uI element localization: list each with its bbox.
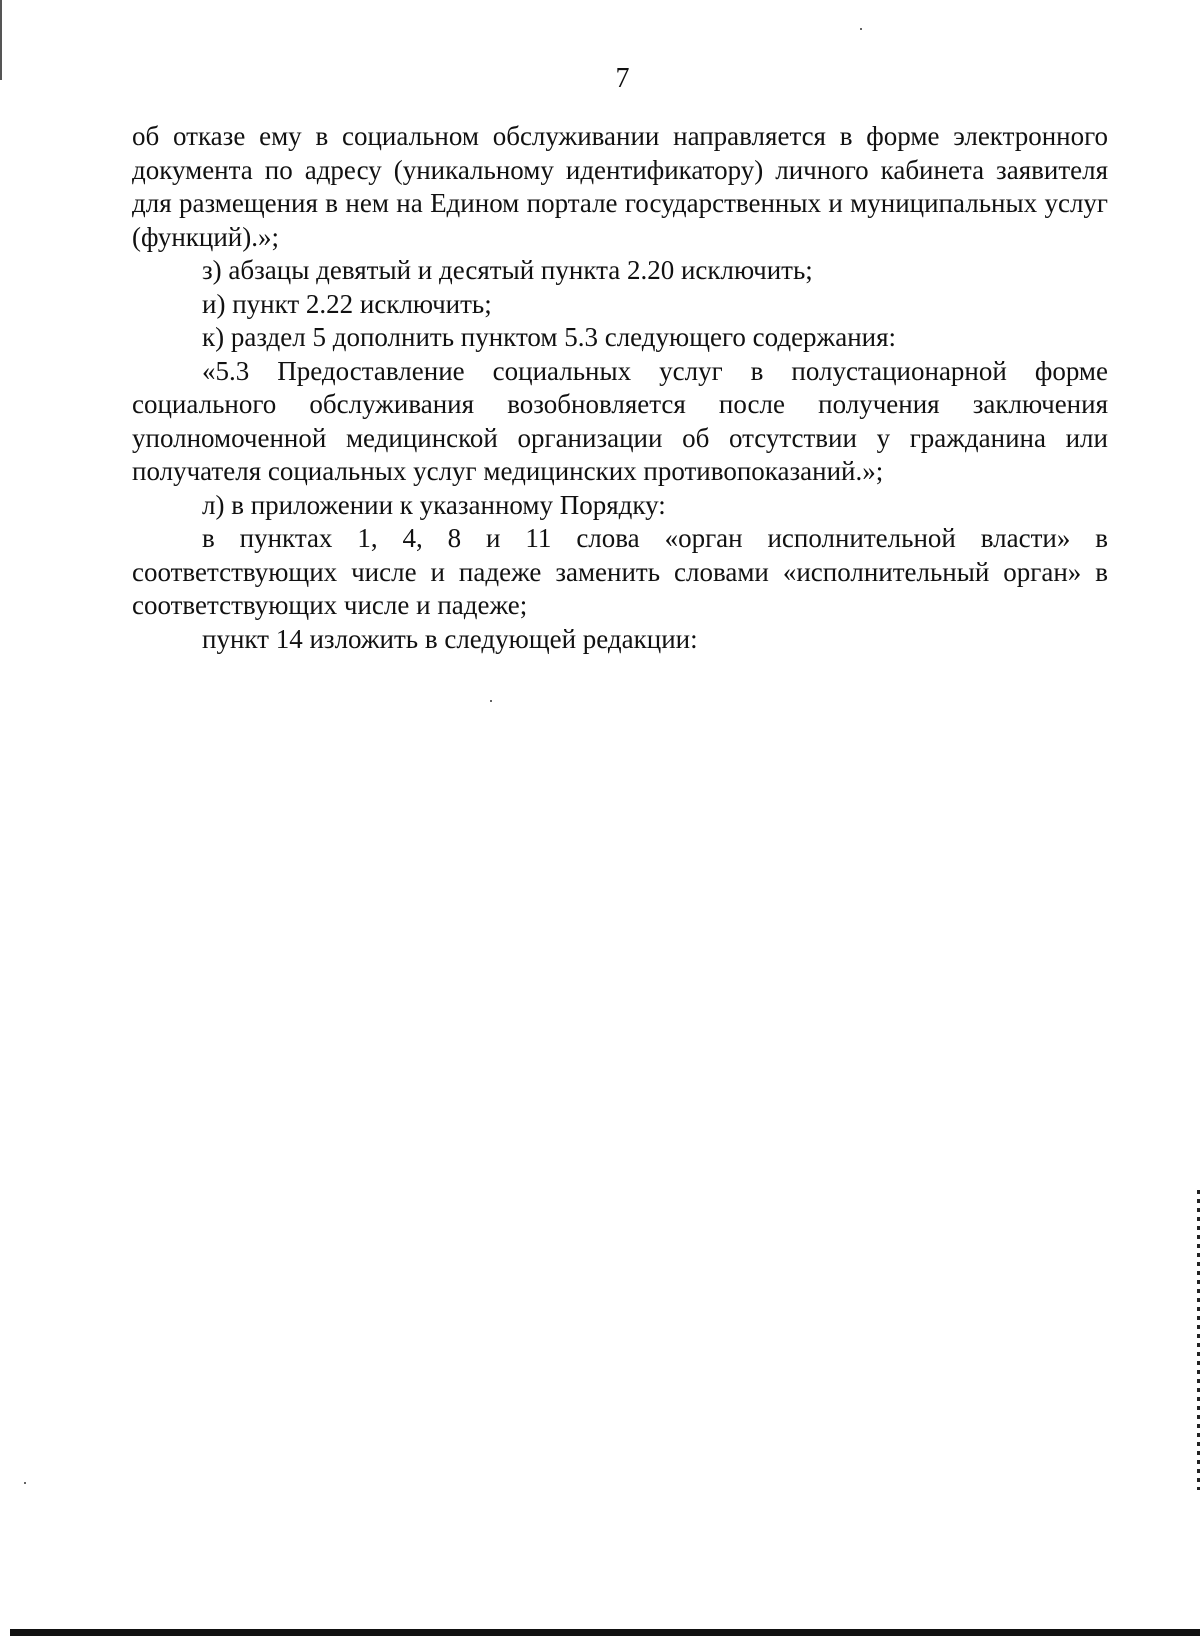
scan-speck — [24, 1482, 26, 1484]
document-body — [132, 120, 1108, 656]
paragraph-item-i: и) пункт 2.22 исключить; — [202, 288, 492, 319]
page-number: 7 — [615, 63, 630, 94]
paragraph-point-14: пункт 14 изложить в следующей редакции: — [202, 623, 698, 654]
paragraph-item-z: з) абзацы девятый и десятый пункта 2.20 исключить; — [202, 255, 813, 285]
paragraph-item-k: к) раздел 5 дополнить пунктом 5.3 следующего содержания: — [202, 322, 897, 352]
scan-speck — [490, 700, 492, 702]
paragraph-quote-5-3: «5.3 Предоставление социальных услуг в полустационарной форме социального обслуживания возобновляется после получения заключения уполномоченной медицинской организации об отсутствии у гражданина или получателя социальных услуг медицинских противопоказаний.»; — [132, 355, 1108, 486]
paragraph-continuation: об отказе ему в социальном обслуживании направляется в форме электронного документа по адресу (уникальному идентификатору) личного кабинета заявителя для размещения в нем на Едином портале государственных и муниципальных услуг (функций).»; — [132, 121, 1108, 252]
paragraph-item-l: л) в приложении к указанному Порядку: — [202, 489, 666, 520]
scan-edge-bottom — [10, 1629, 1200, 1636]
scan-speck — [860, 28, 862, 30]
paragraph-replace-words: в пунктах 1, 4, 8 и 11 слова «орган исполнительной власти» в соответствующих числе и падеже заменить словами «исполнительный орган» в соответствующих числе и падеже; — [132, 523, 1108, 620]
